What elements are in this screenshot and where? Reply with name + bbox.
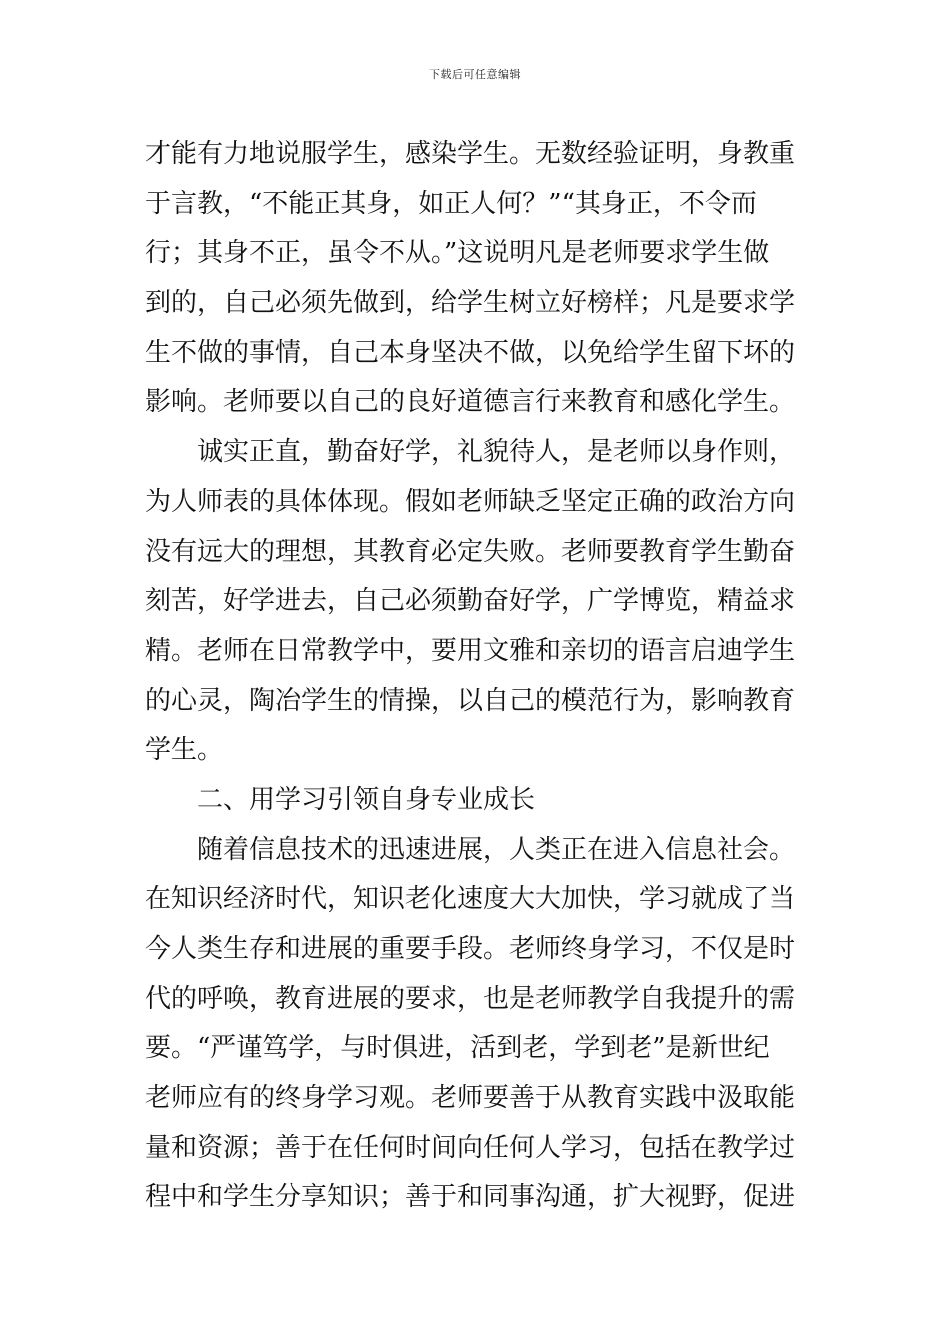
body-text xyxy=(145,130,810,1223)
text-line: 学生。 xyxy=(145,735,224,766)
text-line: 到的，自己必须先做到，给学生树立好榜样；凡是要求学 xyxy=(145,288,796,319)
text-line: 二、用学习引领自身专业成长 xyxy=(197,784,536,815)
page-header: 下载后可任意编辑 xyxy=(429,68,521,81)
text-line: 代的呼唤，教育进展的要求，也是老师教学自我提升的需 xyxy=(145,983,796,1014)
text-line: 于言教，“不能正其身，如正人何？”“其身正，不令而 xyxy=(145,188,757,219)
text-line: 老师应有的终身学习观。老师要善于从教育实践中汲取能 xyxy=(145,1083,796,1114)
text-line: 为人师表的具体体现。假如老师缺乏坚定正确的政治方向 xyxy=(145,486,796,517)
text-line: 生不做的事情，自己本身坚决不做，以免给学生留下坏的 xyxy=(145,337,796,368)
text-line: 量和资源；善于在任何时间向任何人学习，包括在教学过 xyxy=(145,1132,796,1163)
text-line: 影响。老师要以自己的良好道德言行来教育和感化学生。 xyxy=(145,387,796,418)
text-line: 程中和学生分享知识；善于和同事沟通，扩大视野，促进 xyxy=(145,1182,796,1213)
text-line: 才能有力地说服学生，感染学生。无数经验证明，身教重 xyxy=(145,139,796,169)
text-line: 精。老师在日常教学中，要用文雅和亲切的语言启迪学生 xyxy=(145,635,796,666)
text-line: 行；其身不正，虽令不从。”这说明凡是老师要求学生做 xyxy=(145,238,770,269)
text-line: 在知识经济时代，知识老化速度大大加快，学习就成了当 xyxy=(145,884,796,915)
text-line: 刻苦，好学进去，自己必须勤奋好学，广学博览，精益求 xyxy=(145,586,796,617)
text-line: 今人类生存和进展的重要手段。老师终身学习，不仅是时 xyxy=(145,934,796,964)
text-line: 的心灵，陶冶学生的情操，以自己的模范行为，影响教育 xyxy=(145,685,796,716)
text-line: 没有远大的理想，其教育必定失败。老师要教育学生勤奋 xyxy=(145,536,796,567)
text-line: 要。“严谨笃学，与时俱进，活到老，学到老”是新世纪 xyxy=(145,1033,770,1064)
text-line: 随着信息技术的迅速进展，人类正在进入信息社会。 xyxy=(197,834,796,865)
text-line: 诚实正直，勤奋好学，礼貌待人，是老师以身作则， xyxy=(197,437,796,468)
